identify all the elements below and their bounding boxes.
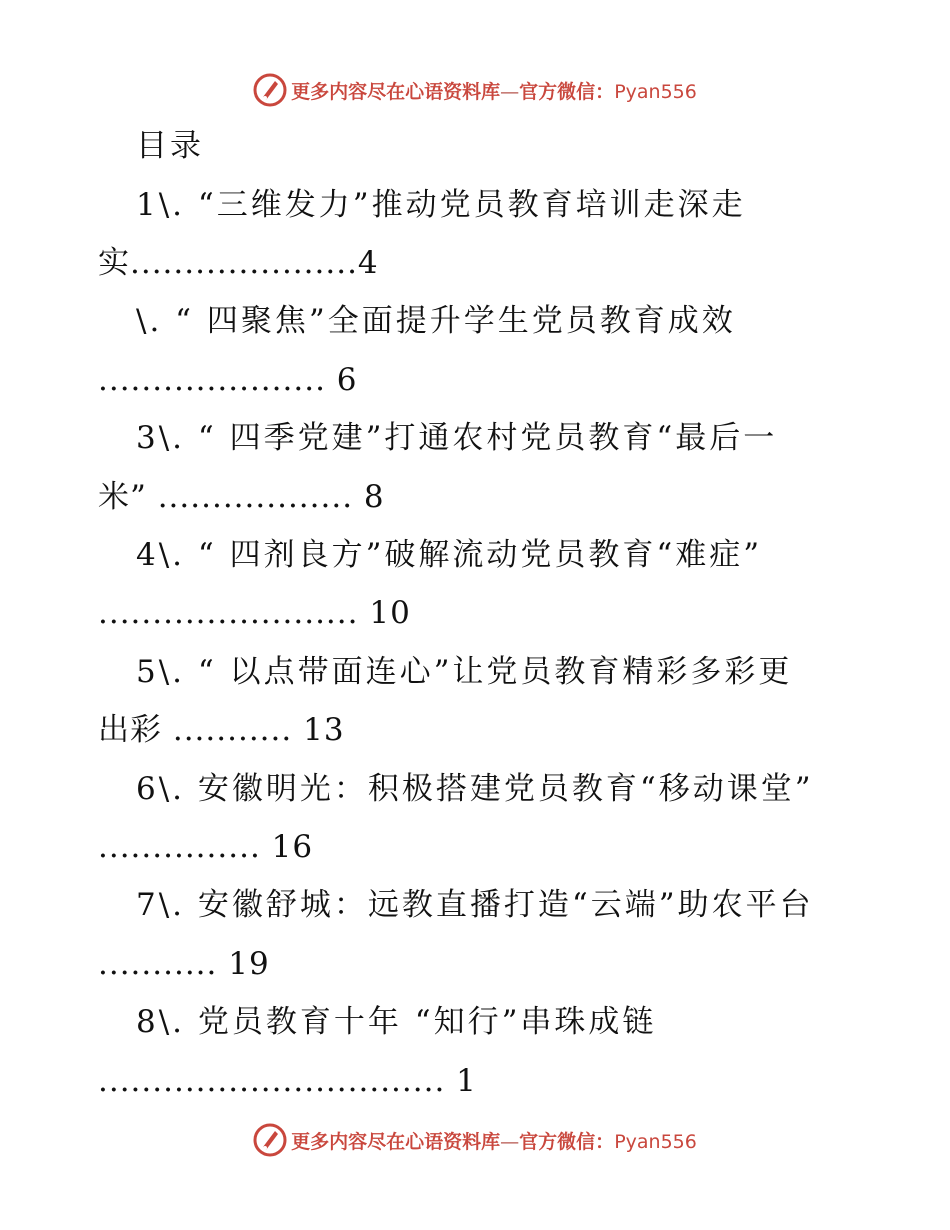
toc-entry-1-title: 1\. “三维发力”推动党员教育培训走深走 <box>136 187 746 223</box>
toc-entry-4-title: 4\. “ 四剂良方”破解流动党员教育“难症” <box>136 537 763 573</box>
toc-entry-5-title: 5\. “ 以点带面连心”让党员教育精彩多彩更 <box>136 654 793 690</box>
toc-entry-1-page: 实.....................4 <box>98 245 379 281</box>
logo-icon <box>253 1123 287 1157</box>
footer-watermark <box>0 1120 950 1160</box>
toc-entry-2-title: \. “ 四聚焦”全面提升学生党员教育成效 <box>136 303 736 339</box>
toc-entry-7-page: ........... 19 <box>98 946 270 982</box>
logo-icon <box>253 73 287 107</box>
toc-entry-3-page: 米” .................. 8 <box>98 479 385 515</box>
toc-entry-8-page: ................................ 1 <box>98 1063 477 1099</box>
toc-entry-3-title: 3\. “ 四季党建”打通农村党员教育“最后一 <box>136 420 778 456</box>
toc-entry-2-page: ..................... 6 <box>98 362 358 398</box>
toc-entry-4-page: ........................ 10 <box>98 595 411 631</box>
toc-entry-6-page: ............... 16 <box>98 829 314 865</box>
toc-entry-6-title: 6\. 安徽明光：积极搭建党员教育“移动课堂” <box>136 771 814 807</box>
toc-entry-8-title: 8\. 党员教育十年 “知行”串珠成链 <box>136 1004 657 1040</box>
toc-title: 目录 <box>136 128 204 164</box>
watermark-text: 更多内容尽在心语资料库—官方微信：Pyan556 <box>291 80 697 103</box>
header-watermark <box>0 70 950 110</box>
watermark-text: 更多内容尽在心语资料库—官方微信：Pyan556 <box>291 1130 697 1153</box>
toc-entry-5-page: 出彩 ........... 13 <box>98 712 345 748</box>
toc-entry-7-title: 7\. 安徽舒城：远教直播打造“云端”助农平台 <box>136 887 814 923</box>
